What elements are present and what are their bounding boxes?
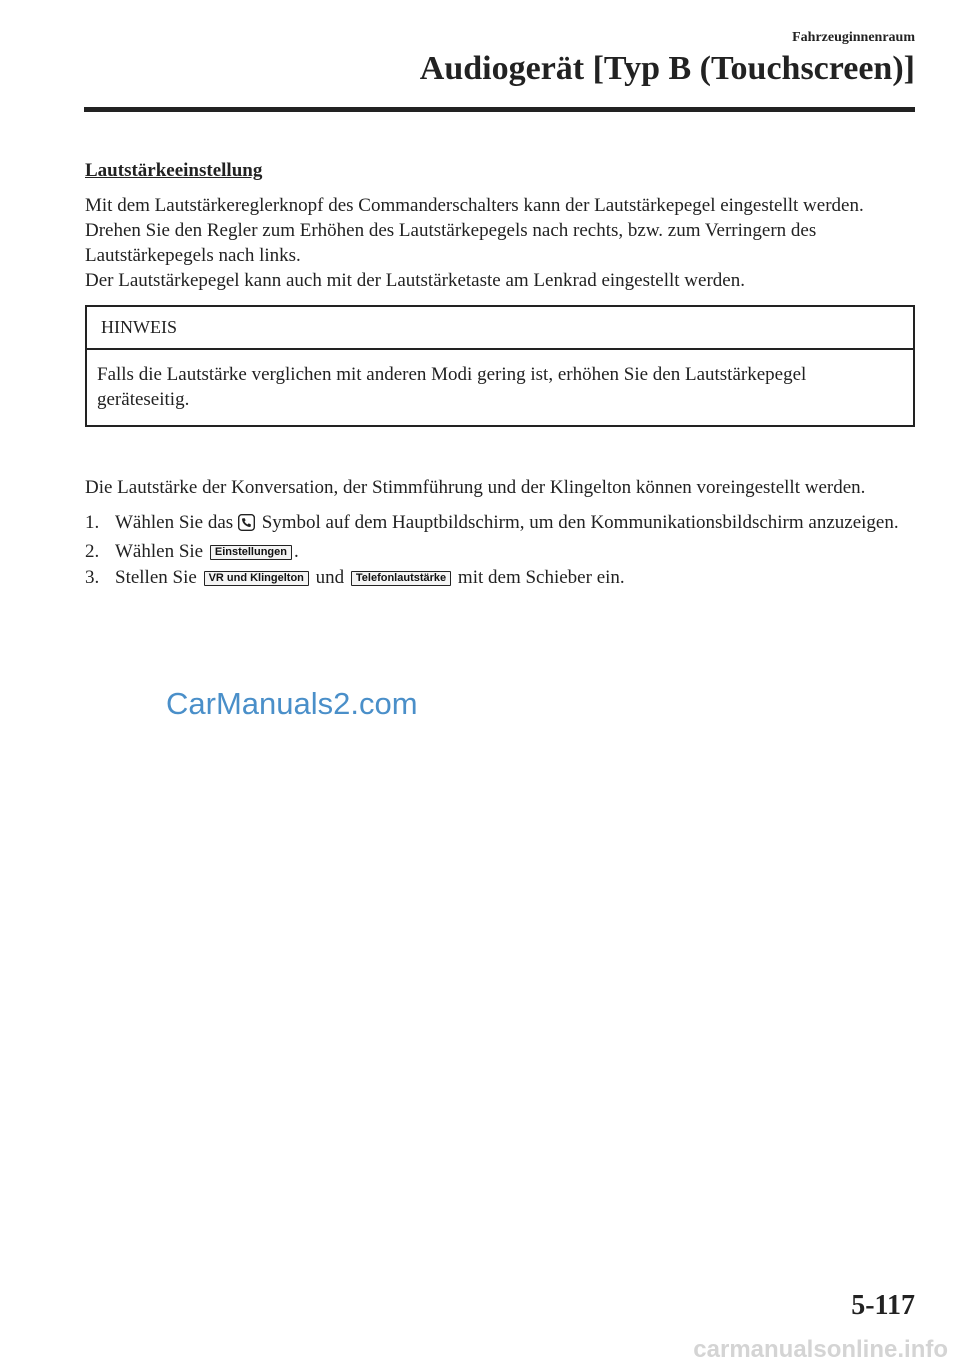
list-item bbox=[85, 565, 915, 590]
main-content bbox=[85, 158, 915, 591]
header-divider bbox=[84, 107, 915, 112]
page-number: 5-117 bbox=[851, 1290, 915, 1321]
steps-list bbox=[85, 510, 915, 590]
phone-icon bbox=[238, 513, 255, 538]
step-text: und bbox=[315, 567, 345, 588]
intro-paragraph-2: Der Lautstärkepegel kann auch mit der Lautstärketaste am Lenkrad eingestellt werden. bbox=[85, 270, 745, 291]
list-item bbox=[85, 539, 915, 564]
phone-volume-button[interactable]: Telefonlautstärke bbox=[351, 571, 451, 586]
list-item bbox=[85, 510, 915, 538]
step-text: . bbox=[293, 541, 299, 562]
settings-button[interactable]: Einstellungen bbox=[210, 545, 292, 560]
page-title: Audiogerät [Typ B (Touchscreen)] bbox=[419, 50, 915, 87]
intro-paragraph: Mit dem Lautstärkereglerknopf des Commanderschalters kann der Lautstärkepegel eingestellt werden. Drehen Sie den Regler zum Erhöhen des Lautstärkepegels nach rechts, bzw. zum Verringern des Lautstärkepegels nach links. bbox=[85, 195, 864, 266]
step-text: Wählen Sie das bbox=[115, 512, 234, 533]
preset-paragraph: Die Lautstärke der Konversation, der Stimmführung und der Klingelton können voreingestellt werden. bbox=[85, 477, 866, 498]
note-box bbox=[85, 305, 915, 427]
watermark: CarManuals2.com bbox=[166, 686, 418, 721]
step-text: Symbol auf dem Hauptbildschirm, um den Kommunikationsbildschirm anzuzeigen. bbox=[261, 512, 899, 533]
step-text: Wählen Sie bbox=[115, 541, 204, 562]
step-text: mit dem Schieber ein. bbox=[457, 567, 625, 588]
step-text: Stellen Sie bbox=[115, 567, 197, 588]
vr-ringtone-button[interactable]: VR und Klingelton bbox=[204, 571, 309, 586]
header-section-label: Fahrzeuginnenraum bbox=[792, 30, 915, 45]
step-number: 2. bbox=[85, 541, 100, 562]
step-number: 1. bbox=[85, 512, 100, 533]
section-heading: Lautstärkeeinstellung bbox=[85, 160, 263, 181]
note-text: Falls die Lautstärke verglichen mit anderen Modi gering ist, erhöhen Sie den Lautstärkepegel geräteseitig. bbox=[97, 364, 807, 410]
step-number: 3. bbox=[85, 567, 100, 588]
footer-watermark: carmanualsonline.info bbox=[693, 1336, 948, 1363]
note-label: HINWEIS bbox=[87, 307, 913, 350]
